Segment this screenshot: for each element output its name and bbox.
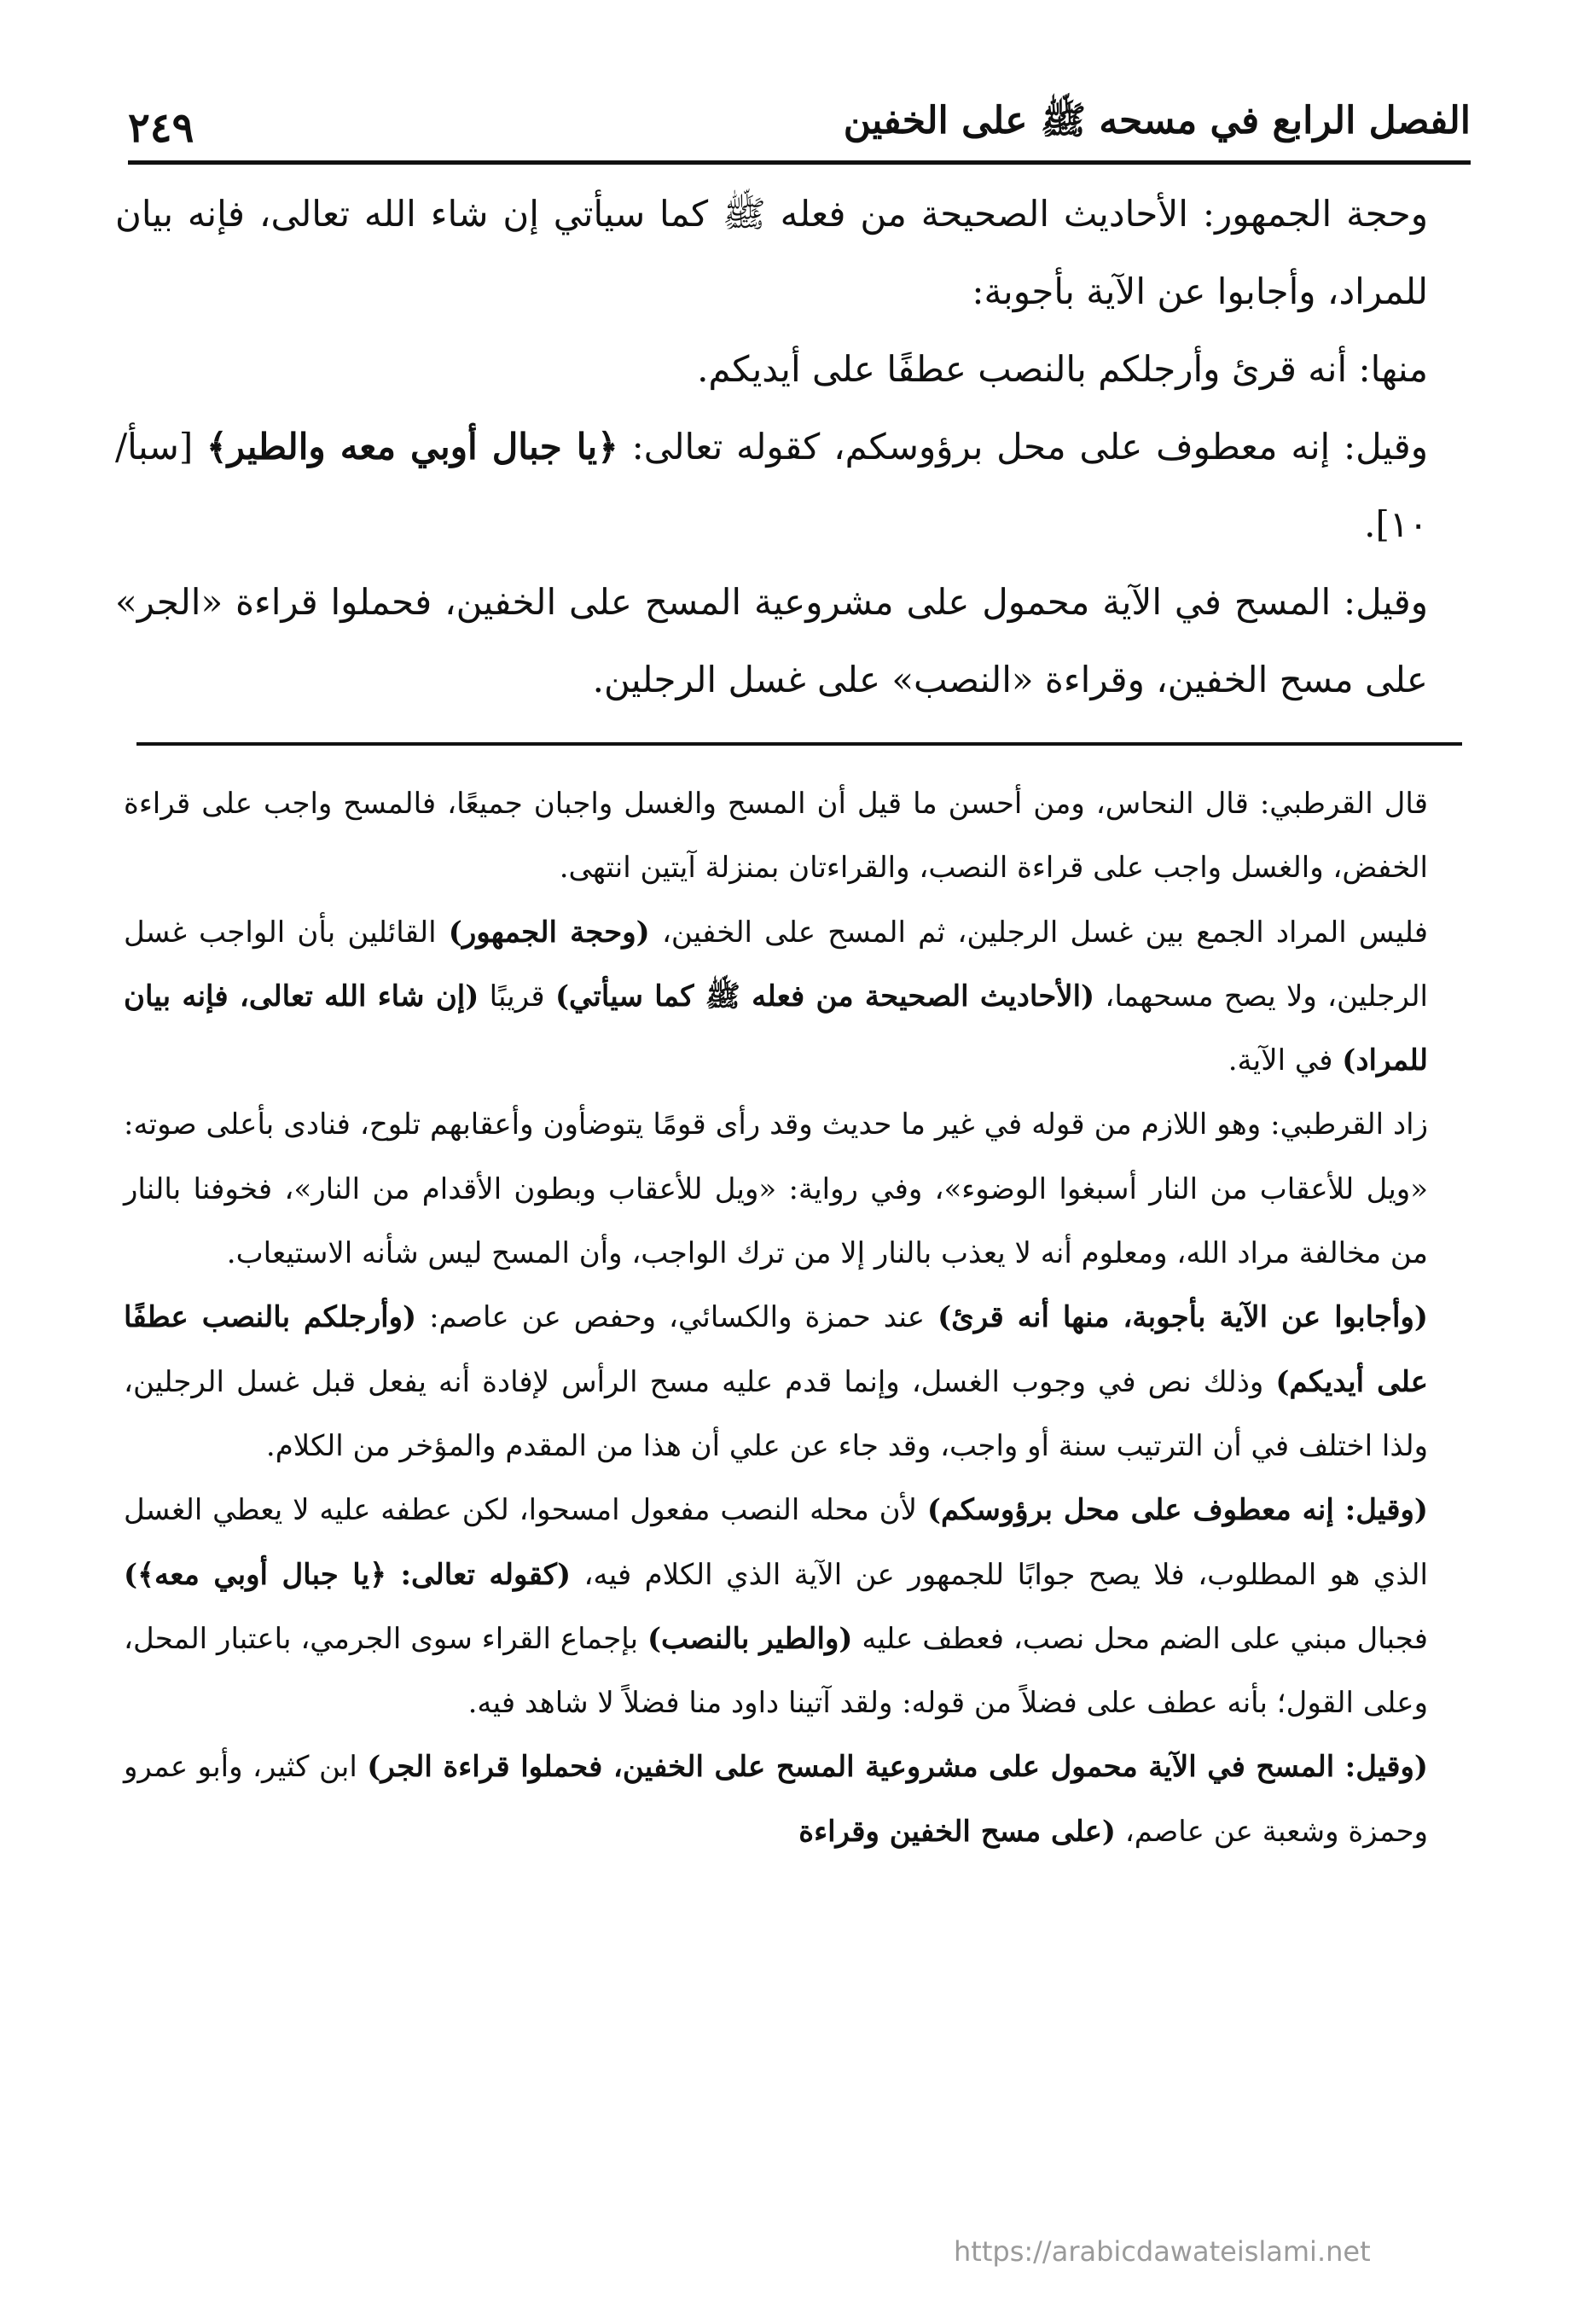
text-run: قريبًا xyxy=(479,979,555,1014)
sharh-paragraph: زاد القرطبي: وهو اللازم من قوله في غير ما حديث وقد رأى قومًا يتوضأون وأعقابهم تلوح، فنادى بأعلى صوته: «ويل للأعقاب من النار أسبغوا الوضوء»، وفي رواية: «ويل للأعقاب وبطون الأقدام من النار»، فخوفنا بالنار من مخالفة مراد الله، ومعلوم أنه لا يعذب بالنار إلا من ترك الواجب، وأن المسح ليس شأنه الاستيعاب. xyxy=(124,1107,1428,1271)
text-run: في الآية. xyxy=(1228,1043,1343,1078)
matn-quote: (على مسح الخفين وقراءة xyxy=(798,1814,1117,1849)
matn-quote: (الأحاديث الصحيحة من فعله ﷺ كما سيأتي) xyxy=(554,979,1095,1014)
text-run: فجبال مبني على الضم محل نصب، فعطف عليه xyxy=(852,1621,1428,1656)
footnote-separator xyxy=(136,742,1462,746)
matn-quote: (وأجابوا عن الآية بأجوبة، منها أنه قرئ) xyxy=(937,1300,1428,1335)
matn-text xyxy=(115,175,1462,718)
running-header xyxy=(128,67,1471,165)
quran-quote: ﴿يا جبال أوبي معه والطير﴾ xyxy=(206,426,618,468)
matn-paragraph xyxy=(115,408,1462,563)
page-number: ٢٤٩ xyxy=(128,104,194,152)
text-run: [سبأ/١٠]. xyxy=(115,426,1428,545)
sharh-paragraph xyxy=(124,1286,1462,1479)
matn-quote: (وقيل: إنه معطوف على محل برؤوسكم) xyxy=(926,1493,1428,1528)
matn-paragraph: وقيل: المسح في الآية محمول على مشروعية المسح على الخفين، فحملوا قراءة «الجر» على مسح الخفين، وقراءة «النصب» على غسل الرجلين. xyxy=(115,581,1428,700)
matn-quote: (إن شاء الله تعالى، فإنه بيان للمراد) xyxy=(124,979,1428,1078)
sharh-paragraph xyxy=(124,901,1462,1094)
sharh-paragraph xyxy=(124,1735,1462,1864)
text-run: القائلين بأن الواجب غسل الرجلين، ولا يصح مسحهما، xyxy=(124,915,1429,1014)
matn-quote: (وحجة الجمهور) xyxy=(448,915,650,950)
text-run: وقيل: إنه معطوف على محل برؤوسكم، كقوله تعالى: xyxy=(618,426,1428,468)
watermark-url: https://arabicdawateislami.net xyxy=(954,2235,1371,2268)
matn-quote: (وقيل: المسح في الآية محمول على مشروعية المسح على الخفين، فحملوا قراءة الجر) xyxy=(367,1750,1428,1785)
text-run: لأن محله النصب مفعول امسحوا، لكن عطفه عليه لا يعطي الغسل الذي هو المطلوب، فلا يصح جوابًا للجمهور عن الآية الذي الكلام فيه، xyxy=(124,1493,1428,1592)
sharh-paragraph: قال القرطبي: قال النحاس، ومن أحسن ما قيل أن المسح والغسل واجبان جميعًا، فالمسح واجب على قراءة الخفض، والغسل واجب على قراءة النصب، والقراءتان بمنزلة آيتين انتهى. xyxy=(124,787,1428,886)
text-run: فليس المراد الجمع بين غسل الرجلين، ثم المسح على الخفين، xyxy=(649,915,1428,950)
matn-quote: (كقوله تعالى: ﴿يا جبال أوبي معه﴾) xyxy=(124,1557,572,1592)
matn-quote: (والطير بالنصب) xyxy=(647,1621,853,1656)
sharh-text xyxy=(124,772,1462,1864)
matn-paragraph: منها: أنه قرئ وأرجلكم بالنصب عطفًا على أيديكم. xyxy=(697,348,1428,390)
text-run: عند حمزة والكسائي، وحفص عن عاصم: xyxy=(416,1300,938,1335)
matn-quote: (وأرجلكم بالنصب عطفًا على أيديكم) xyxy=(124,1300,1428,1399)
text-run: بإجماع القراء سوى الجرمي، باعتبار المحل، وعلى القول؛ بأنه عطف على فضلاً من قوله: ولقد آتينا داود منا فضلاً لا شاهد فيه. xyxy=(124,1621,1428,1721)
matn-paragraph: وحجة الجمهور: الأحاديث الصحيحة من فعله ﷺ كما سيأتي إن شاء الله تعالى، فإنه بيان للمراد، وأجابوا عن الآية بأجوبة: xyxy=(115,193,1428,312)
sharh-paragraph xyxy=(124,1479,1462,1735)
chapter-title: الفصل الرابع في مسحه ﷺ على الخفين xyxy=(843,99,1471,142)
text-run: ابن كثير، وأبو عمرو وحمزة وشعبة عن عاصم، xyxy=(124,1750,1428,1849)
text-run: وذلك نص في وجوب الغسل، وإنما قدم عليه مسح الرأس لإفادة أنه يفعل قبل غسل الرجلين، ولذا اختلف في أن الترتيب سنة أو واجب، وقد جاء عن علي أن هذا من المقدم والمؤخر من الكلام. xyxy=(124,1364,1428,1463)
